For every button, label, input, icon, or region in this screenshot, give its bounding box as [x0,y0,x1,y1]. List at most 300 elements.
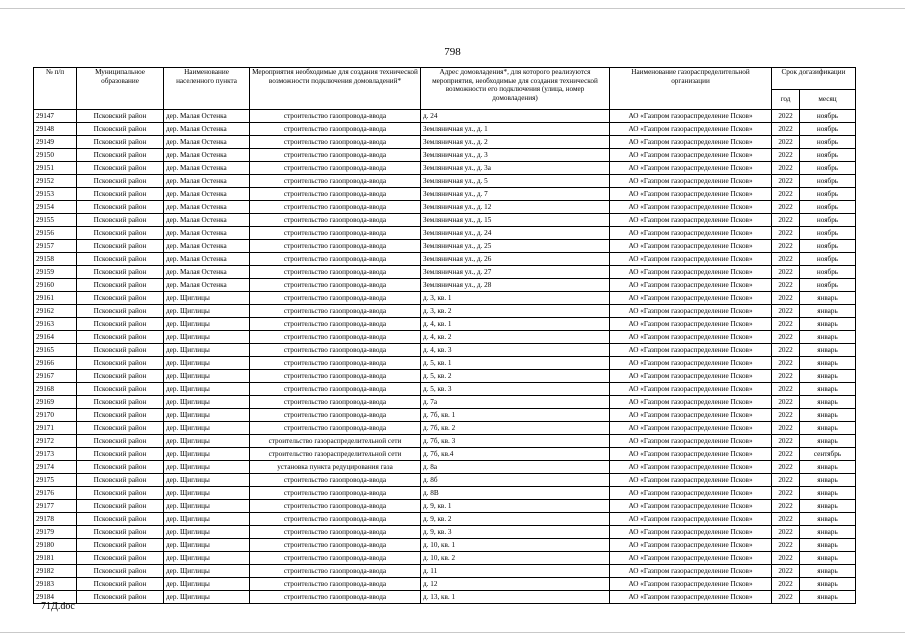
header-deadline: Срок догазификации [772,68,856,90]
row-number: 29150 [34,149,77,162]
settlement-cell: дер. Малая Остенка [164,162,250,175]
address-cell: д. 7б, кв. 3 [421,435,610,448]
org-cell: АО «Газпром газораспределение Псков» [610,110,772,123]
table-row [34,448,856,461]
month-cell: январь [800,422,856,435]
settlement-cell: дер. Малая Остенка [164,123,250,136]
org-cell: АО «Газпром газораспределение Псков» [610,526,772,539]
month-cell: январь [800,292,856,305]
municipality-cell: Псковский район [77,578,164,591]
month-cell: январь [800,539,856,552]
table-row [34,383,856,396]
municipality-cell: Псковский район [77,513,164,526]
measure-cell: строительство газопровода-ввода [250,500,421,513]
org-cell: АО «Газпром газораспределение Псков» [610,305,772,318]
municipality-cell: Псковский район [77,539,164,552]
settlement-cell: дер. Щиглицы [164,331,250,344]
year-cell: 2022 [772,422,800,435]
settlement-cell: дер. Малая Остенка [164,266,250,279]
address-cell: д. 13, кв. 1 [421,591,610,604]
org-cell: АО «Газпром газораспределение Псков» [610,487,772,500]
table-row [34,331,856,344]
year-cell: 2022 [772,240,800,253]
year-cell: 2022 [772,474,800,487]
org-cell: АО «Газпром газораспределение Псков» [610,578,772,591]
month-cell: январь [800,396,856,409]
row-number: 29177 [34,500,77,513]
org-cell: АО «Газпром газораспределение Псков» [610,552,772,565]
row-number: 29183 [34,578,77,591]
org-cell: АО «Газпром газораспределение Псков» [610,292,772,305]
year-cell: 2022 [772,201,800,214]
month-cell: ноябрь [800,162,856,175]
org-cell: АО «Газпром газораспределение Псков» [610,474,772,487]
municipality-cell: Псковский район [77,136,164,149]
year-cell: 2022 [772,461,800,474]
row-number: 29164 [34,331,77,344]
measure-cell: строительство газопровода-ввода [250,331,421,344]
address-cell: д. 4, кв. 3 [421,344,610,357]
month-cell: ноябрь [800,175,856,188]
org-cell: АО «Газпром газораспределение Псков» [610,435,772,448]
year-cell: 2022 [772,513,800,526]
month-cell: январь [800,318,856,331]
municipality-cell: Псковский район [77,526,164,539]
address-cell: д. 10, кв. 1 [421,539,610,552]
measure-cell: строительство газопровода-ввода [250,422,421,435]
table-row [34,292,856,305]
table-row [34,461,856,474]
month-cell: ноябрь [800,279,856,292]
address-cell: д. 5, кв. 1 [421,357,610,370]
table-row [34,552,856,565]
settlement-cell: дер. Малая Остенка [164,214,250,227]
org-cell: АО «Газпром газораспределение Псков» [610,513,772,526]
year-cell: 2022 [772,370,800,383]
address-cell: д. 5, кв. 3 [421,383,610,396]
org-cell: АО «Газпром газораспределение Псков» [610,539,772,552]
municipality-cell: Псковский район [77,110,164,123]
table-row [34,305,856,318]
settlement-cell: дер. Щиглицы [164,409,250,422]
month-cell: январь [800,565,856,578]
measure-cell: строительство газопровода-ввода [250,175,421,188]
row-number: 29174 [34,461,77,474]
address-cell: д. 7б, кв. 2 [421,422,610,435]
municipality-cell: Псковский район [77,422,164,435]
address-cell: д. 7б, кв.4 [421,448,610,461]
municipality-cell: Псковский район [77,565,164,578]
row-number: 29169 [34,396,77,409]
org-cell: АО «Газпром газораспределение Псков» [610,383,772,396]
table-row [34,214,856,227]
measure-cell: строительство газопровода-ввода [250,110,421,123]
address-cell: д. 9, кв. 3 [421,526,610,539]
municipality-cell: Псковский район [77,344,164,357]
address-cell: д. 10, кв. 2 [421,552,610,565]
municipality-cell: Псковский район [77,175,164,188]
settlement-cell: дер. Щиглицы [164,500,250,513]
measure-cell: строительство газопровода-ввода [250,370,421,383]
year-cell: 2022 [772,487,800,500]
municipality-cell: Псковский район [77,500,164,513]
table-row [34,435,856,448]
municipality-cell: Псковский район [77,331,164,344]
month-cell: ноябрь [800,188,856,201]
year-cell: 2022 [772,292,800,305]
settlement-cell: дер. Щиглицы [164,487,250,500]
row-number: 29149 [34,136,77,149]
year-cell: 2022 [772,331,800,344]
settlement-cell: дер. Щиглицы [164,552,250,565]
row-number: 29184 [34,591,77,604]
table-row [34,591,856,604]
measure-cell: строительство газопровода-ввода [250,227,421,240]
month-cell: январь [800,526,856,539]
measure-cell: строительство газопровода-ввода [250,292,421,305]
settlement-cell: дер. Малая Остенка [164,201,250,214]
row-number: 29148 [34,123,77,136]
settlement-cell: дер. Малая Остенка [164,227,250,240]
measure-cell: строительство газопровода-ввода [250,240,421,253]
row-number: 29161 [34,292,77,305]
settlement-cell: дер. Щиглицы [164,383,250,396]
municipality-cell: Псковский район [77,591,164,604]
month-cell: ноябрь [800,110,856,123]
org-cell: АО «Газпром газораспределение Псков» [610,422,772,435]
address-cell: Земляничная ул., д. 26 [421,253,610,266]
table-row [34,123,856,136]
month-cell: ноябрь [800,136,856,149]
year-cell: 2022 [772,136,800,149]
measure-cell: строительство газопровода-ввода [250,578,421,591]
measure-cell: строительство газопровода-ввода [250,162,421,175]
municipality-cell: Псковский район [77,266,164,279]
row-number: 29178 [34,513,77,526]
org-cell: АО «Газпром газораспределение Псков» [610,123,772,136]
municipality-cell: Псковский район [77,318,164,331]
settlement-cell: дер. Щиглицы [164,318,250,331]
address-cell: Земляничная ул., д. 3а [421,162,610,175]
address-cell: д. 3, кв. 1 [421,292,610,305]
settlement-cell: дер. Щиглицы [164,292,250,305]
settlement-cell: дер. Щиглицы [164,565,250,578]
address-cell: д. 12 [421,578,610,591]
settlement-cell: дер. Щиглицы [164,344,250,357]
settlement-cell: дер. Малая Остенка [164,188,250,201]
month-cell: ноябрь [800,266,856,279]
municipality-cell: Псковский район [77,552,164,565]
row-number: 29162 [34,305,77,318]
settlement-cell: дер. Малая Остенка [164,253,250,266]
table-row [34,513,856,526]
address-cell: д. 24 [421,110,610,123]
address-cell: д. 8В [421,487,610,500]
org-cell: АО «Газпром газораспределение Псков» [610,409,772,422]
header-num: № п/п [34,68,77,110]
municipality-cell: Псковский район [77,357,164,370]
settlement-cell: дер. Малая Остенка [164,279,250,292]
measure-cell: строительство газопровода-ввода [250,188,421,201]
address-cell: д. 7а [421,396,610,409]
month-cell: январь [800,370,856,383]
row-number: 29170 [34,409,77,422]
measure-cell: строительство газораспределительной сети [250,448,421,461]
org-cell: АО «Газпром газораспределение Псков» [610,162,772,175]
address-cell: д. 9, кв. 1 [421,500,610,513]
measure-cell: строительство газопровода-ввода [250,552,421,565]
header-month: месяц [800,90,856,110]
table-row [34,526,856,539]
org-cell: АО «Газпром газораспределение Псков» [610,175,772,188]
municipality-cell: Псковский район [77,448,164,461]
address-cell: д. 9, кв. 2 [421,513,610,526]
org-cell: АО «Газпром газораспределение Псков» [610,188,772,201]
table-row [34,266,856,279]
month-cell: январь [800,578,856,591]
org-cell: АО «Газпром газораспределение Псков» [610,370,772,383]
org-cell: АО «Газпром газораспределение Псков» [610,461,772,474]
measure-cell: строительство газопровода-ввода [250,344,421,357]
row-number: 29180 [34,539,77,552]
measure-cell: строительство газораспределительной сети [250,435,421,448]
year-cell: 2022 [772,188,800,201]
scan-artifact-bottom [0,632,905,633]
address-cell: д. 11 [421,565,610,578]
municipality-cell: Псковский район [77,123,164,136]
municipality-cell: Псковский район [77,396,164,409]
settlement-cell: дер. Щиглицы [164,513,250,526]
org-cell: АО «Газпром газораспределение Псков» [610,318,772,331]
month-cell: январь [800,383,856,396]
measure-cell: строительство газопровода-ввода [250,409,421,422]
measure-cell: строительство газопровода-ввода [250,474,421,487]
municipality-cell: Псковский район [77,474,164,487]
month-cell: январь [800,552,856,565]
org-cell: АО «Газпром газораспределение Псков» [610,396,772,409]
settlement-cell: дер. Малая Остенка [164,110,250,123]
org-cell: АО «Газпром газораспределение Псков» [610,448,772,461]
year-cell: 2022 [772,500,800,513]
address-cell: д. 4, кв. 1 [421,318,610,331]
header-settlement: Наименование населенного пункта [164,68,250,110]
municipality-cell: Псковский район [77,214,164,227]
month-cell: ноябрь [800,240,856,253]
header-org: Наименование газораспределительной организации [610,68,772,110]
municipality-cell: Псковский район [77,188,164,201]
table-row [34,253,856,266]
row-number: 29153 [34,188,77,201]
settlement-cell: дер. Щиглицы [164,305,250,318]
measure-cell: строительство газопровода-ввода [250,201,421,214]
table-row [34,110,856,123]
row-number: 29182 [34,565,77,578]
year-cell: 2022 [772,253,800,266]
year-cell: 2022 [772,409,800,422]
measure-cell: строительство газопровода-ввода [250,214,421,227]
row-number: 29154 [34,201,77,214]
table-row [34,201,856,214]
municipality-cell: Псковский район [77,149,164,162]
row-number: 29179 [34,526,77,539]
year-cell: 2022 [772,266,800,279]
table-row [34,565,856,578]
month-cell: ноябрь [800,201,856,214]
table-row [34,539,856,552]
municipality-cell: Псковский район [77,435,164,448]
municipality-cell: Псковский район [77,461,164,474]
org-cell: АО «Газпром газораспределение Псков» [610,331,772,344]
measure-cell: строительство газопровода-ввода [250,305,421,318]
year-cell: 2022 [772,578,800,591]
org-cell: АО «Газпром газораспределение Псков» [610,591,772,604]
table-row [34,370,856,383]
address-cell: Земляничная ул., д. 25 [421,240,610,253]
table-header [34,68,856,110]
measure-cell: строительство газопровода-ввода [250,526,421,539]
month-cell: ноябрь [800,149,856,162]
row-number: 29181 [34,552,77,565]
address-cell: д. 8б [421,474,610,487]
footer-filename: 71Д.doc [41,601,75,612]
org-cell: АО «Газпром газораспределение Псков» [610,227,772,240]
settlement-cell: дер. Щиглицы [164,448,250,461]
table-row [34,357,856,370]
row-number: 29158 [34,253,77,266]
year-cell: 2022 [772,565,800,578]
settlement-cell: дер. Щиглицы [164,357,250,370]
row-number: 29160 [34,279,77,292]
row-number: 29166 [34,357,77,370]
org-cell: АО «Газпром газораспределение Псков» [610,565,772,578]
table-row [34,318,856,331]
settlement-cell: дер. Малая Остенка [164,240,250,253]
month-cell: январь [800,500,856,513]
measure-cell: установка пункта редуцирования газа [250,461,421,474]
year-cell: 2022 [772,305,800,318]
address-cell: Земляничная ул., д. 3 [421,149,610,162]
gasification-table-container [33,67,855,604]
header-measures: Мероприятия необходимые для создания технической возможности подключения домовладений* [250,68,421,110]
org-cell: АО «Газпром газораспределение Псков» [610,253,772,266]
row-number: 29155 [34,214,77,227]
org-cell: АО «Газпром газораспределение Псков» [610,214,772,227]
settlement-cell: дер. Щиглицы [164,526,250,539]
table-row [34,474,856,487]
measure-cell: строительство газопровода-ввода [250,318,421,331]
year-cell: 2022 [772,214,800,227]
address-cell: Земляничная ул., д. 15 [421,214,610,227]
month-cell: ноябрь [800,253,856,266]
row-number: 29175 [34,474,77,487]
month-cell: январь [800,487,856,500]
month-cell: январь [800,357,856,370]
year-cell: 2022 [772,162,800,175]
measure-cell: строительство газопровода-ввода [250,513,421,526]
address-cell: д. 4, кв. 2 [421,331,610,344]
municipality-cell: Псковский район [77,292,164,305]
gasification-table [33,67,856,604]
row-number: 29165 [34,344,77,357]
measure-cell: строительство газопровода-ввода [250,396,421,409]
address-cell: д. 5, кв. 2 [421,370,610,383]
org-cell: АО «Газпром газораспределение Псков» [610,500,772,513]
address-cell: Земляничная ул., д. 2 [421,136,610,149]
page-number: 798 [444,46,461,58]
month-cell: ноябрь [800,227,856,240]
month-cell: январь [800,409,856,422]
year-cell: 2022 [772,279,800,292]
month-cell: январь [800,461,856,474]
measure-cell: строительство газопровода-ввода [250,565,421,578]
year-cell: 2022 [772,552,800,565]
month-cell: январь [800,513,856,526]
scan-artifact-top [0,8,905,9]
settlement-cell: дер. Щиглицы [164,539,250,552]
measure-cell: строительство газопровода-ввода [250,357,421,370]
municipality-cell: Псковский район [77,487,164,500]
row-number: 29172 [34,435,77,448]
municipality-cell: Псковский район [77,409,164,422]
address-cell: д. 7б, кв. 1 [421,409,610,422]
row-number: 29167 [34,370,77,383]
table-row [34,227,856,240]
year-cell: 2022 [772,227,800,240]
row-number: 29163 [34,318,77,331]
org-cell: АО «Газпром газораспределение Псков» [610,279,772,292]
year-cell: 2022 [772,396,800,409]
row-number: 29157 [34,240,77,253]
year-cell: 2022 [772,318,800,331]
measure-cell: строительство газопровода-ввода [250,266,421,279]
year-cell: 2022 [772,149,800,162]
measure-cell: строительство газопровода-ввода [250,591,421,604]
table-row [34,487,856,500]
org-cell: АО «Газпром газораспределение Псков» [610,266,772,279]
table-row [34,344,856,357]
year-cell: 2022 [772,357,800,370]
year-cell: 2022 [772,591,800,604]
address-cell: Земляничная ул., д. 7 [421,188,610,201]
month-cell: январь [800,344,856,357]
header-municipality: Муниципальное образование [77,68,164,110]
year-cell: 2022 [772,110,800,123]
table-row [34,422,856,435]
settlement-cell: дер. Щиглицы [164,591,250,604]
measure-cell: строительство газопровода-ввода [250,539,421,552]
year-cell: 2022 [772,344,800,357]
municipality-cell: Псковский район [77,162,164,175]
month-cell: январь [800,474,856,487]
table-row [34,240,856,253]
municipality-cell: Псковский район [77,370,164,383]
address-cell: Земляничная ул., д. 5 [421,175,610,188]
settlement-cell: дер. Щиглицы [164,396,250,409]
table-row [34,136,856,149]
settlement-cell: дер. Щиглицы [164,461,250,474]
month-cell: январь [800,305,856,318]
month-cell: январь [800,591,856,604]
row-number: 29176 [34,487,77,500]
row-number: 29147 [34,110,77,123]
table-row [34,396,856,409]
year-cell: 2022 [772,539,800,552]
settlement-cell: дер. Малая Остенка [164,149,250,162]
settlement-cell: дер. Щиглицы [164,435,250,448]
address-cell: Земляничная ул., д. 12 [421,201,610,214]
address-cell: д. 8а [421,461,610,474]
org-cell: АО «Газпром газораспределение Псков» [610,357,772,370]
